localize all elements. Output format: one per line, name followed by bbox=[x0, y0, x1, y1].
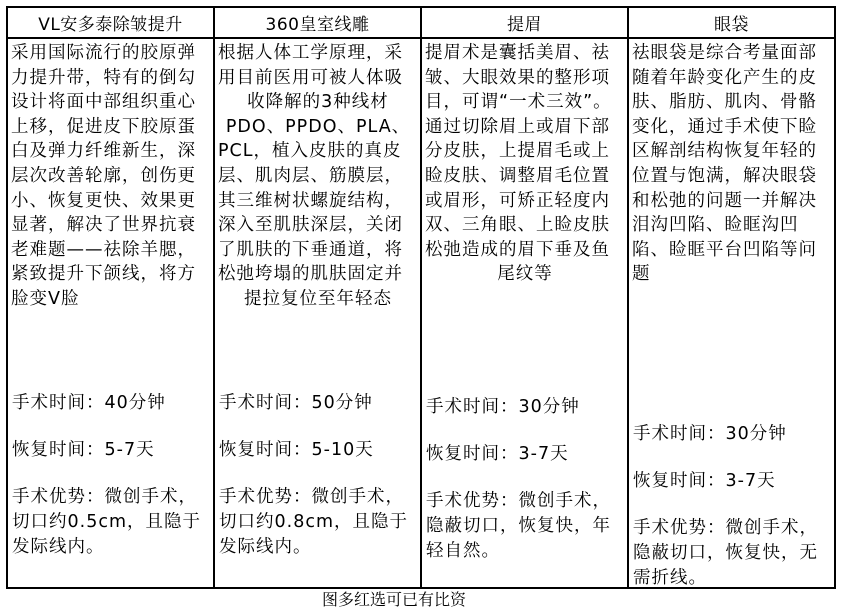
recovery-time: 恢复时间：3-7天 bbox=[633, 471, 776, 491]
header-brow-lift: 提眉 bbox=[421, 7, 628, 38]
footnote-caption: 图多红选可已有比资 bbox=[322, 590, 467, 609]
desc-line: 题 bbox=[632, 264, 651, 285]
desc-line: 通过切除眉上或眉下部 bbox=[425, 116, 610, 137]
advantage-line: 切口约0.5cm，且隐于 bbox=[12, 512, 201, 532]
desc-line: 松弛造成的眉下垂及鱼 bbox=[425, 239, 610, 260]
advantage-line: 手术优势：微创手术， bbox=[426, 491, 611, 511]
desc-line: 收降解的3种线材 bbox=[247, 92, 389, 113]
desc-line: 小、恢复更快、效果更 bbox=[11, 190, 196, 211]
cell-vl-lift bbox=[7, 38, 214, 588]
desc-line: 脸变V脸 bbox=[11, 288, 80, 309]
desc-line: 双、三角眼、上睑皮肤 bbox=[425, 215, 610, 236]
surgery-time: 手术时间：40分钟 bbox=[12, 393, 166, 413]
desc-line: 陷、睑眶平台凹陷等问 bbox=[632, 239, 817, 260]
desc-line: 层、肌肉层、筋膜层， bbox=[218, 165, 403, 186]
desc-line: 老难题——祛除羊腮， bbox=[11, 239, 196, 260]
header-360-thread-lift: 360皇室线雕 bbox=[214, 7, 421, 38]
description-eye-bag bbox=[632, 41, 832, 287]
desc-line: 随着年龄变化产生的皮 bbox=[632, 67, 817, 88]
advantage-line: 手术优势：微创手术， bbox=[633, 518, 818, 538]
facts-360-thread-lift bbox=[219, 391, 418, 560]
desc-line: 白及弹力纤维新生，深 bbox=[11, 141, 196, 162]
facts-brow-lift bbox=[426, 395, 625, 564]
surgery-time: 手术时间：30分钟 bbox=[426, 397, 580, 417]
advantage-line: 轻自然。 bbox=[426, 541, 500, 561]
desc-line: 了肌肤的下垂通道，将 bbox=[218, 239, 403, 260]
desc-line: 分皮肤，上提眉毛或上 bbox=[425, 141, 610, 162]
desc-line: 提拉复位至年轻态 bbox=[244, 288, 392, 309]
content-row bbox=[7, 38, 835, 588]
desc-line: 或眉形，可矫正轻度内 bbox=[425, 190, 610, 211]
desc-line: 尾纹等 bbox=[497, 264, 553, 285]
description-brow-lift bbox=[425, 41, 625, 287]
description-360-thread-lift bbox=[218, 41, 418, 312]
desc-line: 肤、脂肪、肌肉、骨骼 bbox=[632, 92, 817, 113]
surgery-time: 手术时间：30分钟 bbox=[633, 424, 787, 444]
recovery-time: 恢复时间：5-10天 bbox=[219, 440, 374, 460]
advantage-line: 手术优势：微创手术， bbox=[12, 487, 197, 507]
desc-line: 根据人体工学原理，采 bbox=[218, 43, 403, 63]
cell-brow-lift bbox=[421, 38, 628, 588]
recovery-time: 恢复时间：3-7天 bbox=[426, 444, 569, 464]
header-row bbox=[7, 7, 835, 38]
desc-line: 上移，促进皮下胶原蛋 bbox=[11, 116, 196, 137]
advantage-line: 需折线。 bbox=[633, 568, 707, 588]
surgery-advantage bbox=[219, 485, 418, 560]
desc-line: PCL，植入皮肤的真皮 bbox=[218, 141, 402, 162]
surgery-advantage bbox=[633, 516, 832, 591]
cell-360-thread-lift bbox=[214, 38, 421, 588]
cell-eye-bag bbox=[628, 38, 835, 588]
desc-line: 其三维树状螺旋结构， bbox=[218, 190, 403, 211]
facts-eye-bag bbox=[633, 422, 832, 591]
desc-line: 设计将面中部组织重心 bbox=[11, 92, 196, 113]
desc-line: 松弛垮塌的肌肤固定并 bbox=[218, 264, 403, 285]
header-vl-lift: VL安多泰除皱提升 bbox=[7, 7, 214, 38]
desc-line: 采用国际流行的胶原弹 bbox=[11, 43, 196, 63]
surgery-advantage bbox=[426, 489, 625, 564]
desc-line: 位置与饱满，解决眼袋 bbox=[632, 165, 817, 186]
desc-line: 深入至肌肤深层，关闭 bbox=[218, 215, 403, 236]
surgery-time: 手术时间：50分钟 bbox=[219, 393, 373, 413]
surgery-advantage bbox=[12, 485, 211, 560]
advantage-line: 切口约0.8cm，且隐于 bbox=[219, 512, 408, 532]
desc-line: 紧致提升下颌线，将方 bbox=[11, 264, 196, 285]
advantage-line: 发际线内。 bbox=[219, 537, 312, 557]
desc-line: 层次改善轮廓，创伤更 bbox=[11, 165, 196, 186]
header-eye-bag: 眼袋 bbox=[628, 7, 835, 38]
comparison-table bbox=[6, 6, 836, 589]
advantage-line: 发际线内。 bbox=[12, 537, 105, 557]
desc-line: 祛眼袋是综合考量面部 bbox=[632, 43, 817, 63]
facts-vl-lift bbox=[12, 391, 211, 560]
recovery-time: 恢复时间：5-7天 bbox=[12, 440, 155, 460]
desc-line: 皱、大眼效果的整形项 bbox=[425, 67, 610, 88]
desc-line: 提眉术是囊括美眉、祛 bbox=[425, 43, 610, 63]
desc-line: 和松弛的问题一并解决 bbox=[632, 190, 817, 211]
desc-line: 区解剖结构恢复年轻的 bbox=[632, 141, 817, 162]
desc-line: 变化，通过手术使下睑 bbox=[632, 116, 817, 137]
desc-line: 用目前医用可被人体吸 bbox=[218, 67, 403, 88]
advantage-line: 手术优势：微创手术， bbox=[219, 487, 404, 507]
desc-line: 泪沟凹陷、睑眶沟凹 bbox=[632, 215, 799, 236]
desc-line: 睑皮肤、调整眉毛位置 bbox=[425, 165, 610, 186]
desc-line: 显著，解决了世界抗衰 bbox=[11, 215, 196, 236]
desc-line: 力提升带，特有的倒勾 bbox=[11, 67, 196, 88]
desc-line: PDO、PPDO、PLA、 bbox=[225, 116, 411, 137]
advantage-line: 隐蔽切口，恢复快，年 bbox=[426, 516, 611, 536]
advantage-line: 隐蔽切口，恢复快，无 bbox=[633, 543, 818, 563]
description-vl-lift bbox=[11, 41, 211, 312]
desc-line: 目，可谓“一术三效”。 bbox=[425, 92, 612, 113]
